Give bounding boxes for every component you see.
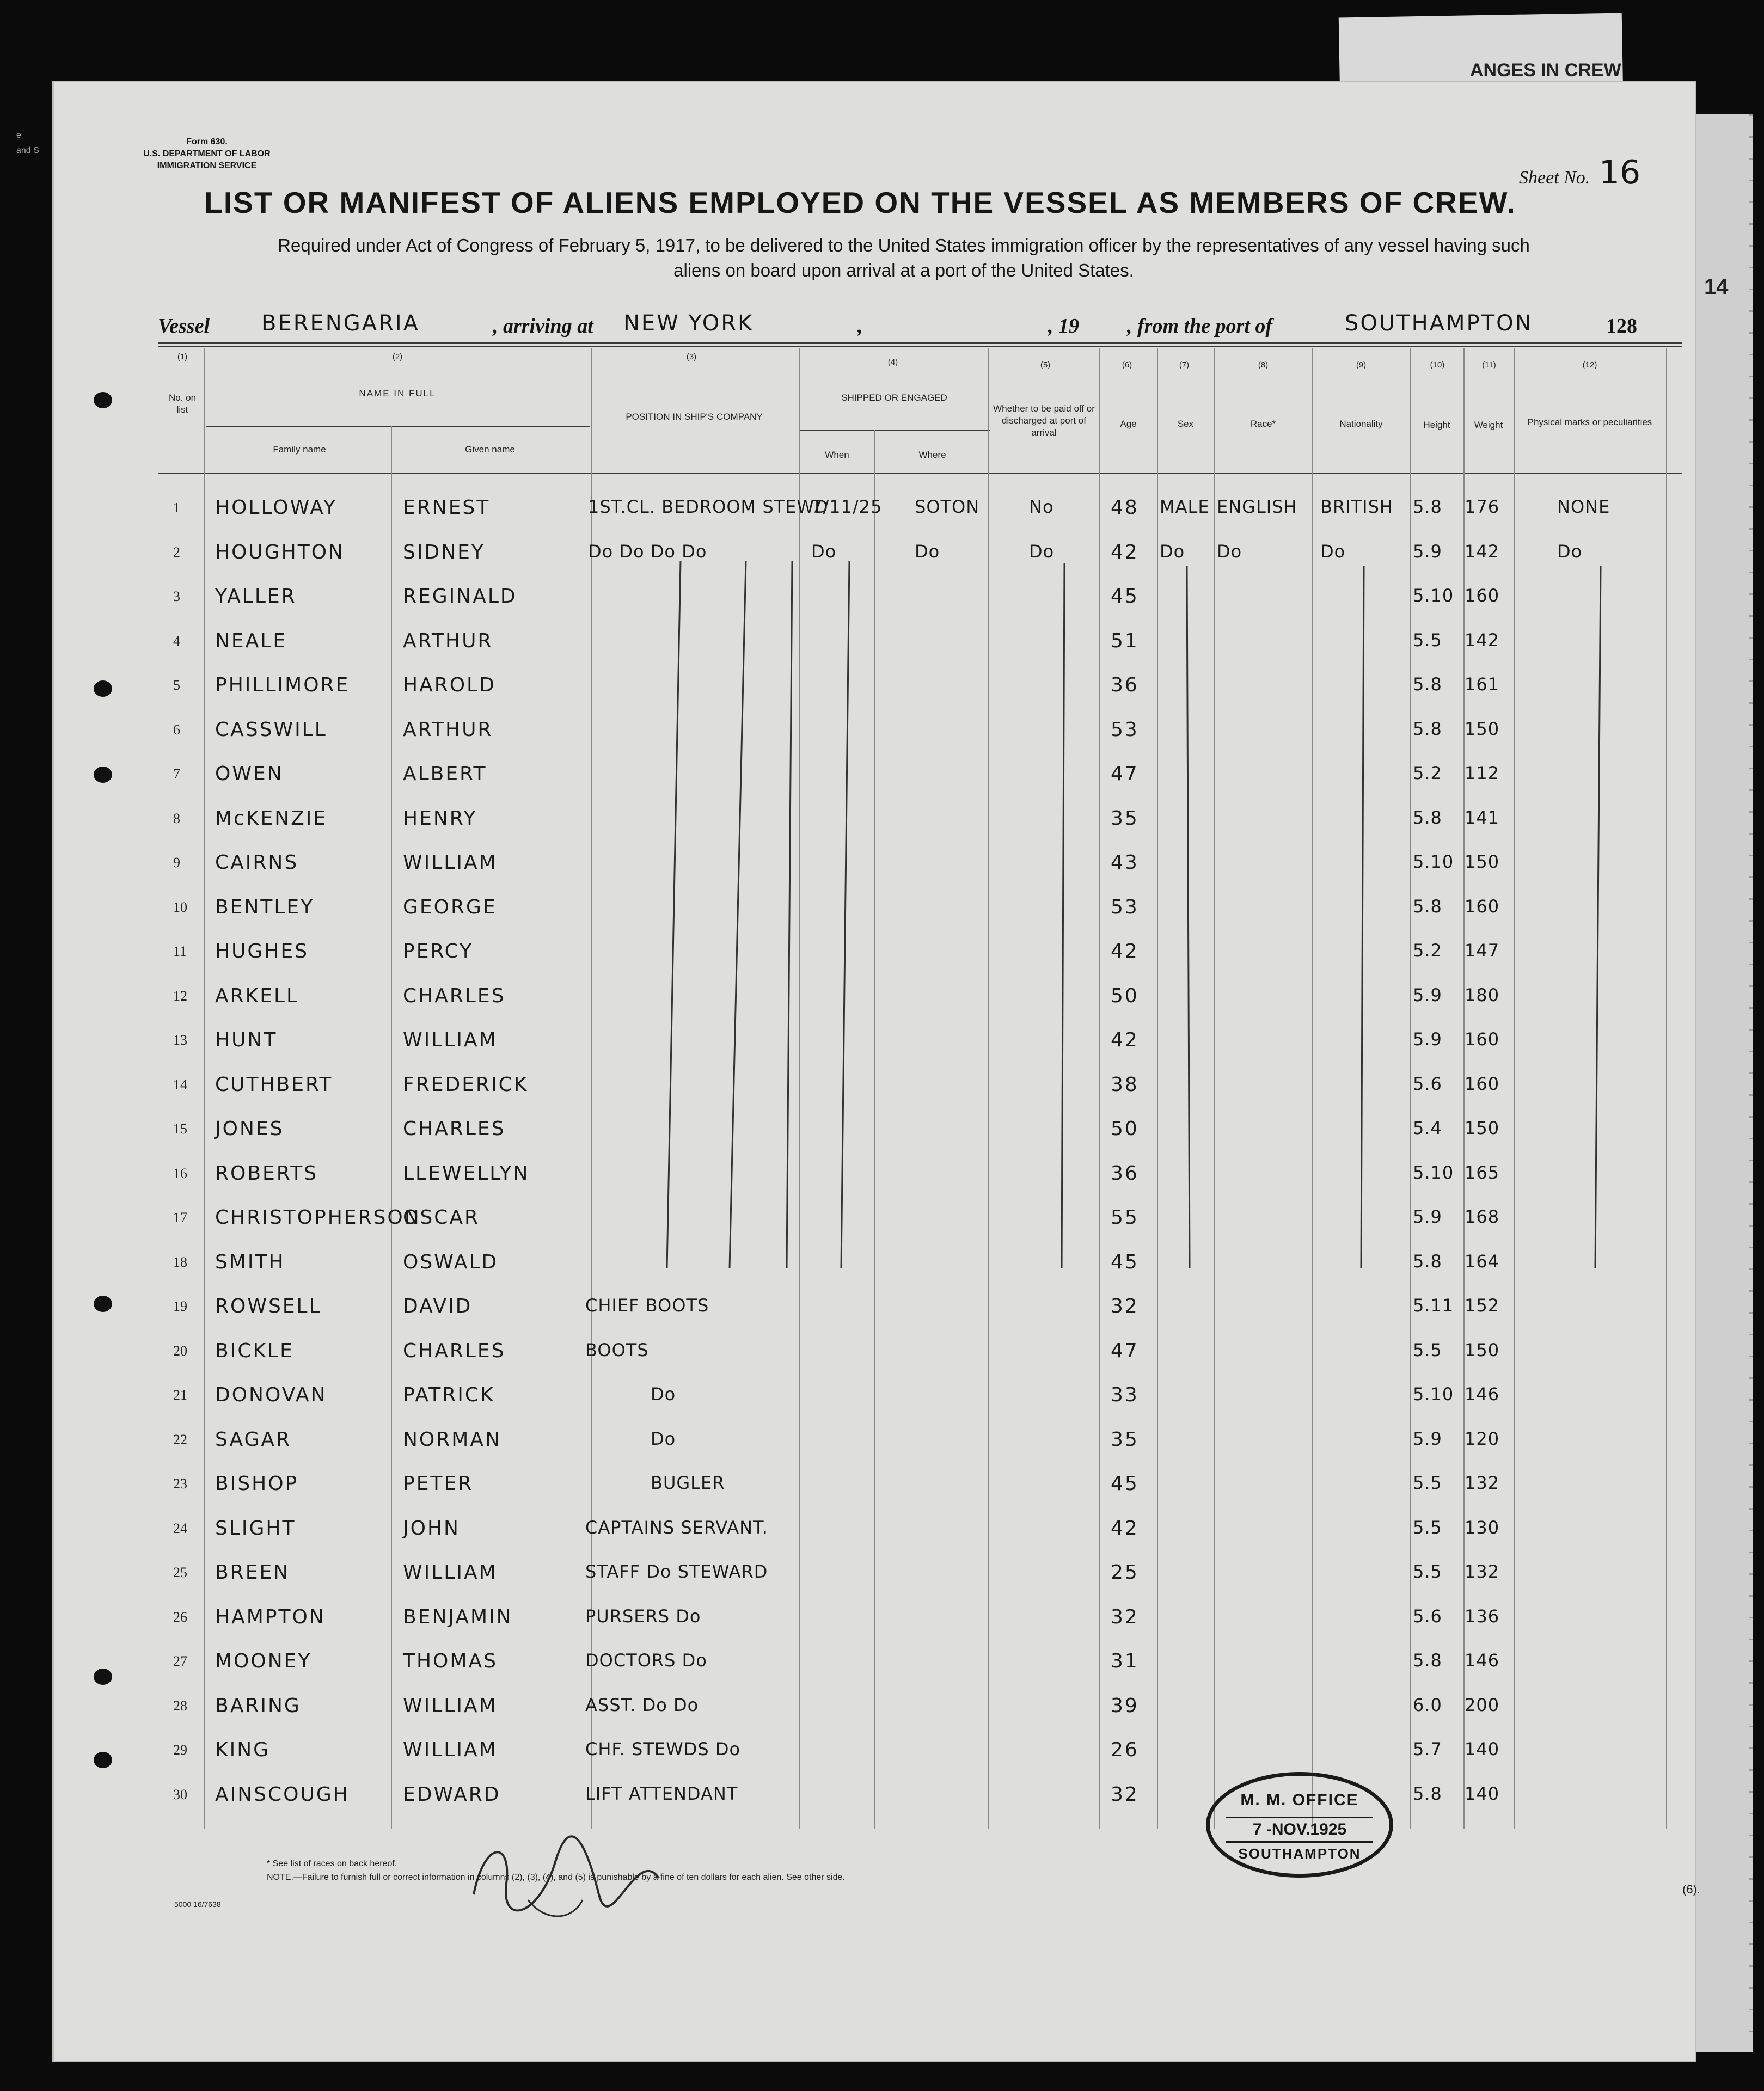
stamp-port: SOUTHAMPTON — [1238, 1845, 1361, 1862]
cell-family: ROBERTS — [215, 1162, 318, 1185]
comma: , — [857, 315, 863, 338]
cell-weight: 142 — [1465, 541, 1500, 562]
cell-position: PURSERS Do — [585, 1605, 701, 1627]
cell-family: AINSCOUGH — [215, 1783, 350, 1806]
cell-weight: 146 — [1465, 1384, 1500, 1405]
col11-number: (11) — [1482, 360, 1496, 370]
cell-family: CUTHBERT — [215, 1073, 333, 1096]
cell-given: DAVID — [403, 1295, 473, 1317]
cell-family: JONES — [215, 1118, 284, 1140]
cell-given: WILLIAM — [403, 1739, 498, 1761]
cell-age: 39 — [1111, 1694, 1139, 1717]
left-edge-text-1: e — [16, 131, 21, 140]
cell-weight: 150 — [1465, 1339, 1500, 1360]
vessel-label: Vessel — [158, 315, 210, 338]
cell-race: Do — [1217, 541, 1242, 562]
cell-when: Do — [811, 541, 837, 562]
cell-no: 19 — [173, 1298, 187, 1314]
cell-weight: 200 — [1465, 1694, 1500, 1715]
cell-age: 32 — [1111, 1783, 1139, 1806]
cell-position: LIFT ATTENDANT — [585, 1783, 738, 1804]
cell-age: 25 — [1111, 1561, 1139, 1584]
cell-family: BICKLE — [215, 1339, 294, 1362]
stamp-office: M. M. OFFICE — [1240, 1791, 1359, 1809]
cell-age: 26 — [1111, 1739, 1139, 1761]
table-row — [0, 896, 1764, 940]
col2-header: NAME IN FULL — [359, 388, 436, 398]
col11-header: Weight — [1474, 420, 1503, 430]
cell-position: CAPTAINS SERVANT. — [585, 1517, 768, 1538]
col4-header: SHIPPED OR ENGAGED — [841, 393, 947, 403]
cell-family: SAGAR — [215, 1428, 292, 1451]
cell-family: NEALE — [215, 629, 287, 652]
cell-given: HAROLD — [403, 674, 496, 696]
cell-height: 5.4 — [1413, 1118, 1442, 1138]
cell-weight: 150 — [1465, 1118, 1500, 1138]
cell-no: 25 — [173, 1565, 187, 1580]
cell-age: 45 — [1111, 1250, 1139, 1273]
cell-nationality: BRITISH — [1320, 496, 1393, 517]
cell-weight: 150 — [1465, 718, 1500, 739]
col2-number: (2) — [392, 352, 403, 361]
table-row — [0, 541, 1764, 585]
cell-given: OSWALD — [403, 1250, 499, 1273]
cell-family: CHRISTOPHERSON — [215, 1206, 421, 1229]
col6-header: Age — [1120, 419, 1137, 429]
cell-position: Do — [651, 1428, 676, 1449]
cell-weight: 160 — [1465, 1029, 1500, 1050]
cell-no: 11 — [173, 943, 187, 959]
cell-given: SIDNEY — [403, 541, 485, 563]
cell-no: 20 — [173, 1342, 187, 1359]
cell-age: 53 — [1111, 896, 1139, 918]
cell-position: ASST. Do Do — [585, 1694, 699, 1715]
cell-age: 43 — [1111, 851, 1139, 874]
col3-number: (3) — [686, 352, 697, 361]
subtitle-line-1: Required under Act of Congress of February 5, 1917, to be delivered to the United States immigration officer by the representatives of any vessel having such — [278, 235, 1530, 255]
cell-given: PETER — [403, 1473, 474, 1495]
cell-height: 5.10 — [1413, 585, 1454, 606]
cell-no: 27 — [173, 1653, 187, 1669]
cell-given: FREDERICK — [403, 1073, 529, 1096]
cell-height: 5.6 — [1413, 1605, 1442, 1627]
cell-no: 1 — [173, 500, 180, 516]
cell-height: 5.5 — [1413, 1517, 1442, 1538]
stamp-date: 7 -NOV.1925 — [1226, 1817, 1373, 1843]
cell-given: ARTHUR — [403, 629, 493, 652]
cell-no: 24 — [173, 1520, 187, 1536]
col10-number: (10) — [1430, 360, 1445, 370]
cell-given: WILLIAM — [403, 1694, 498, 1717]
table-row — [0, 1162, 1764, 1206]
cell-given: ERNEST — [403, 496, 491, 519]
cell-position: CHIEF BOOTS — [585, 1295, 709, 1316]
cell-age: 38 — [1111, 1073, 1139, 1096]
cell-family: DONOVAN — [215, 1384, 327, 1406]
table-row — [0, 1428, 1764, 1472]
cell-no: 17 — [173, 1210, 187, 1225]
table-row — [0, 851, 1764, 895]
cell-marks: Do — [1557, 541, 1583, 562]
cell-height: 5.8 — [1413, 1250, 1442, 1272]
cell-family: BENTLEY — [215, 896, 315, 918]
cell-given: PERCY — [403, 940, 474, 962]
cell-family: BREEN — [215, 1561, 290, 1584]
cell-height: 5.9 — [1413, 1029, 1442, 1050]
office-stamp — [1206, 1772, 1393, 1878]
cell-age: 36 — [1111, 1162, 1139, 1185]
cell-weight: 168 — [1465, 1206, 1500, 1227]
cell-family: OWEN — [215, 763, 284, 785]
service-name: IMMIGRATION SERVICE — [157, 161, 257, 170]
cell-age: 53 — [1111, 718, 1139, 741]
cell-height: 5.8 — [1413, 896, 1442, 917]
cell-family: SMITH — [215, 1250, 285, 1273]
cell-paid: No — [1029, 496, 1054, 517]
table-row — [0, 630, 1764, 673]
cell-no: 5 — [173, 677, 180, 693]
col12-header: Physical marks or peculiarities — [1527, 417, 1652, 427]
cell-height: 5.2 — [1413, 940, 1442, 961]
cell-height: 5.10 — [1413, 851, 1454, 872]
cell-given: CHARLES — [403, 1118, 506, 1140]
cell-no: 26 — [173, 1609, 187, 1625]
cell-no: 4 — [173, 633, 180, 649]
cell-height: 5.5 — [1413, 629, 1442, 651]
cell-position: Do — [651, 1384, 676, 1405]
cell-age: 32 — [1111, 1605, 1139, 1628]
cell-height: 5.9 — [1413, 1206, 1442, 1227]
cell-no: 22 — [173, 1431, 187, 1448]
cell-height: 5.8 — [1413, 674, 1442, 695]
col4-number: (4) — [887, 358, 898, 367]
cell-given: JOHN — [403, 1517, 460, 1540]
cell-height: 5.5 — [1413, 1473, 1442, 1493]
print-code: 5000 16/7638 — [174, 1900, 221, 1909]
cell-weight: 152 — [1465, 1295, 1500, 1316]
subtitle-line-2: aliens on board upon arrival at a port of the United States. — [673, 260, 1134, 280]
cell-age: 45 — [1111, 1473, 1139, 1495]
col4-where-header: Where — [918, 450, 946, 460]
table-row — [0, 940, 1764, 984]
table-row — [0, 1340, 1764, 1383]
cell-age: 42 — [1111, 940, 1139, 962]
cell-weight: 130 — [1465, 1517, 1500, 1538]
cell-height: 6.0 — [1413, 1694, 1442, 1715]
cell-height: 5.6 — [1413, 1073, 1442, 1094]
cell-no: 23 — [173, 1476, 187, 1492]
penalty-note: NOTE.—Failure to furnish full or correct information in columns (2), (3), (4), and (5) is punishable by a fine of ten dollars for each alien. See other side. — [267, 1873, 845, 1882]
cell-age: 32 — [1111, 1295, 1139, 1317]
cell-no: 29 — [173, 1742, 187, 1758]
cell-family: KING — [215, 1739, 271, 1761]
cell-position: BUGLER — [651, 1473, 725, 1493]
table-row — [0, 1118, 1764, 1161]
table-row — [0, 496, 1764, 540]
vessel-name: BERENGARIA — [261, 311, 420, 336]
from-label: , from the port of — [1127, 315, 1273, 338]
cell-given: PATRICK — [403, 1384, 495, 1406]
cell-weight: 142 — [1465, 629, 1500, 651]
cell-weight: 112 — [1465, 763, 1500, 783]
table-row — [0, 1517, 1764, 1561]
cell-no: 6 — [173, 721, 180, 738]
cell-height: 5.8 — [1413, 807, 1442, 828]
cell-weight: 120 — [1465, 1428, 1500, 1449]
cell-age: 42 — [1111, 541, 1139, 563]
cell-family: ROWSELL — [215, 1295, 322, 1317]
col7-number: (7) — [1179, 360, 1190, 370]
cell-given: HENRY — [403, 807, 477, 830]
cell-given: EDWARD — [403, 1783, 501, 1806]
cell-no: 28 — [173, 1697, 187, 1714]
cell-position: BOOTS — [585, 1339, 649, 1360]
departure-port: SOUTHAMPTON — [1345, 311, 1533, 336]
cell-age: 42 — [1111, 1517, 1139, 1540]
cell-given: REGINALD — [403, 585, 517, 608]
table-row — [0, 1251, 1764, 1295]
cell-age: 35 — [1111, 807, 1139, 830]
cell-weight: 140 — [1465, 1783, 1500, 1804]
cell-weight: 160 — [1465, 896, 1500, 917]
cell-given: BENJAMIN — [403, 1605, 513, 1628]
cell-no: 21 — [173, 1387, 187, 1403]
cell-height: 5.9 — [1413, 984, 1442, 1005]
col5-header: Whether to be paid off or discharged at port of arrival — [993, 403, 1095, 438]
cell-given: CHARLES — [403, 984, 506, 1007]
edge-column-ref: (6). — [1682, 1882, 1700, 1896]
cell-family: HUGHES — [215, 940, 309, 962]
races-footnote: * See list of races on back hereof. — [267, 1859, 397, 1868]
department-name: U.S. DEPARTMENT OF LABOR — [143, 149, 271, 158]
col12-number: (12) — [1582, 360, 1597, 370]
table-row — [0, 763, 1764, 806]
cell-given: ALBERT — [403, 763, 487, 785]
cell-family: HUNT — [215, 1029, 278, 1051]
col6-number: (6) — [1122, 360, 1132, 370]
table-row — [0, 674, 1764, 718]
cell-position: STAFF Do STEWARD — [585, 1561, 768, 1582]
cell-family: YALLER — [215, 585, 297, 608]
edge-number: 14 — [1704, 275, 1729, 299]
cell-no: 8 — [173, 810, 180, 826]
cell-no: 2 — [173, 544, 180, 560]
cell-weight: 165 — [1465, 1162, 1500, 1183]
cell-weight: 176 — [1465, 496, 1500, 517]
cell-no: 14 — [173, 1076, 187, 1093]
cell-given: GEORGE — [403, 896, 497, 918]
cell-no: 7 — [173, 766, 180, 782]
cell-where: Do — [915, 541, 940, 562]
cell-height: 5.8 — [1413, 496, 1442, 517]
cell-weight: 180 — [1465, 984, 1500, 1005]
cell-height: 5.7 — [1413, 1739, 1442, 1759]
col9-number: (9) — [1356, 360, 1367, 370]
arriving-label: , arriving at — [493, 315, 593, 338]
cell-given: NORMAN — [403, 1428, 501, 1451]
col4-when-header: When — [825, 450, 849, 460]
cell-no: 12 — [173, 988, 187, 1004]
cell-height: 5.8 — [1413, 718, 1442, 739]
cell-age: 47 — [1111, 763, 1139, 785]
cell-age: 50 — [1111, 984, 1139, 1007]
table-row — [0, 1206, 1764, 1250]
table-row — [0, 1384, 1764, 1427]
cell-age: 45 — [1111, 585, 1139, 608]
table-row — [0, 1473, 1764, 1516]
table-row — [0, 1029, 1764, 1072]
col3-header: POSITION IN SHIP'S COMPANY — [626, 412, 763, 422]
cell-age: 35 — [1111, 1428, 1139, 1451]
cell-weight: 160 — [1465, 585, 1500, 606]
cell-height: 5.9 — [1413, 1428, 1442, 1449]
page-title: LIST OR MANIFEST OF ALIENS EMPLOYED ON THE VESSEL AS MEMBERS OF CREW. — [204, 186, 1516, 219]
cell-marks: NONE — [1557, 496, 1610, 517]
col10-header: Height — [1423, 420, 1450, 430]
cell-weight: 161 — [1465, 674, 1500, 695]
table-row — [0, 807, 1764, 851]
cell-family: HOUGHTON — [215, 541, 345, 563]
table-row — [0, 585, 1764, 629]
table-row — [0, 1606, 1764, 1650]
form-number: Form 630. — [186, 137, 228, 146]
cell-age: 50 — [1111, 1118, 1139, 1140]
cell-weight: 132 — [1465, 1561, 1500, 1582]
page-reference: 128 — [1606, 315, 1637, 338]
cell-family: CASSWILL — [215, 718, 327, 741]
table-row — [0, 1695, 1764, 1738]
sheet-number-label: Sheet No. — [1519, 168, 1590, 188]
cell-sex: MALE — [1160, 496, 1210, 517]
cell-no: 16 — [173, 1165, 187, 1181]
cell-given: OSCAR — [403, 1206, 480, 1229]
cell-weight: 136 — [1465, 1605, 1500, 1627]
cell-family: HAMPTON — [215, 1605, 326, 1628]
left-edge-text-2: and S — [16, 146, 39, 155]
sheet-number-value: 16 — [1598, 154, 1641, 192]
cell-family: PHILLIMORE — [215, 674, 350, 696]
cell-age: 36 — [1111, 674, 1139, 696]
cell-family: BISHOP — [215, 1473, 299, 1495]
cell-age: 55 — [1111, 1206, 1139, 1229]
cell-age: 42 — [1111, 1029, 1139, 1051]
cell-no: 10 — [173, 899, 187, 915]
cell-sex: Do — [1160, 541, 1185, 562]
table-row — [0, 1074, 1764, 1117]
cell-given: ARTHUR — [403, 718, 493, 741]
cell-given: WILLIAM — [403, 1561, 498, 1584]
col8-number: (8) — [1258, 360, 1269, 370]
cell-paid: Do — [1029, 541, 1055, 562]
cell-position: DOCTORS Do — [585, 1650, 707, 1671]
cell-age: 51 — [1111, 629, 1139, 652]
cell-no: 3 — [173, 588, 180, 604]
cell-weight: 164 — [1465, 1250, 1500, 1272]
cell-no: 13 — [173, 1032, 187, 1048]
cell-no: 9 — [173, 855, 180, 870]
table-row — [0, 719, 1764, 762]
cell-height: 5.11 — [1413, 1295, 1454, 1316]
cell-weight: 132 — [1465, 1473, 1500, 1493]
year-label: , 19 — [1048, 315, 1079, 338]
cell-height: 5.10 — [1413, 1384, 1454, 1405]
cell-height: 5.8 — [1413, 1650, 1442, 1671]
cell-age: 31 — [1111, 1650, 1139, 1672]
table-row — [0, 1295, 1764, 1339]
cell-height: 5.10 — [1413, 1162, 1454, 1183]
cell-family: MOONEY — [215, 1650, 312, 1672]
cell-height: 5.5 — [1413, 1339, 1442, 1360]
cell-weight: 140 — [1465, 1739, 1500, 1759]
cell-where: SOTON — [915, 496, 980, 517]
cell-age: 47 — [1111, 1339, 1139, 1362]
cell-family: McKENZIE — [215, 807, 328, 830]
cell-height: 5.2 — [1413, 763, 1442, 783]
cell-no: 30 — [173, 1786, 187, 1802]
col2-given-header: Given name — [465, 444, 515, 455]
col9-header: Nationality — [1339, 419, 1383, 429]
table-row — [0, 1783, 1764, 1827]
arrival-port: NEW YORK — [623, 311, 754, 336]
col1-header: No. on list — [168, 393, 197, 415]
cell-race: ENGLISH — [1217, 496, 1297, 517]
cell-family: ARKELL — [215, 984, 299, 1007]
cell-family: SLIGHT — [215, 1517, 296, 1540]
col2-family-header: Family name — [273, 444, 326, 455]
cell-height: 5.5 — [1413, 1561, 1442, 1582]
cell-no: 18 — [173, 1254, 187, 1270]
cell-age: 33 — [1111, 1384, 1139, 1406]
cell-age: 48 — [1111, 496, 1139, 519]
cell-given: THOMAS — [403, 1650, 498, 1672]
col7-header: Sex — [1177, 419, 1194, 429]
cell-no: 15 — [173, 1121, 187, 1137]
cell-weight: 141 — [1465, 807, 1500, 828]
cell-given: LLEWELLYN — [403, 1162, 530, 1185]
cell-position: 1ST.CL. BEDROOM STEWD — [588, 496, 829, 517]
cell-given: WILLIAM — [403, 851, 498, 874]
cell-weight: 146 — [1465, 1650, 1500, 1671]
cell-when: 7/11/25 — [811, 496, 883, 517]
col8-header: Race* — [1250, 419, 1276, 429]
cell-nationality: Do — [1320, 541, 1346, 562]
cell-family: HOLLOWAY — [215, 496, 338, 519]
table-row — [0, 1561, 1764, 1605]
cell-weight: 160 — [1465, 1073, 1500, 1094]
col1-number: (1) — [177, 352, 188, 361]
cell-family: BARING — [215, 1694, 301, 1717]
cell-height: 5.9 — [1413, 541, 1442, 562]
table-row — [0, 1739, 1764, 1782]
cell-position: Do Do Do Do — [588, 541, 707, 562]
cell-family: CAIRNS — [215, 851, 299, 874]
table-row — [0, 1650, 1764, 1694]
cell-weight: 150 — [1465, 851, 1500, 872]
fold-text: ANGES IN CREW — [1470, 60, 1621, 81]
cell-given: CHARLES — [403, 1339, 506, 1362]
cell-given: WILLIAM — [403, 1029, 498, 1051]
cell-position: CHF. STEWDS Do — [585, 1739, 741, 1759]
col5-number: (5) — [1040, 360, 1051, 370]
table-row — [0, 985, 1764, 1028]
cell-height: 5.8 — [1413, 1783, 1442, 1804]
cell-weight: 147 — [1465, 940, 1500, 961]
